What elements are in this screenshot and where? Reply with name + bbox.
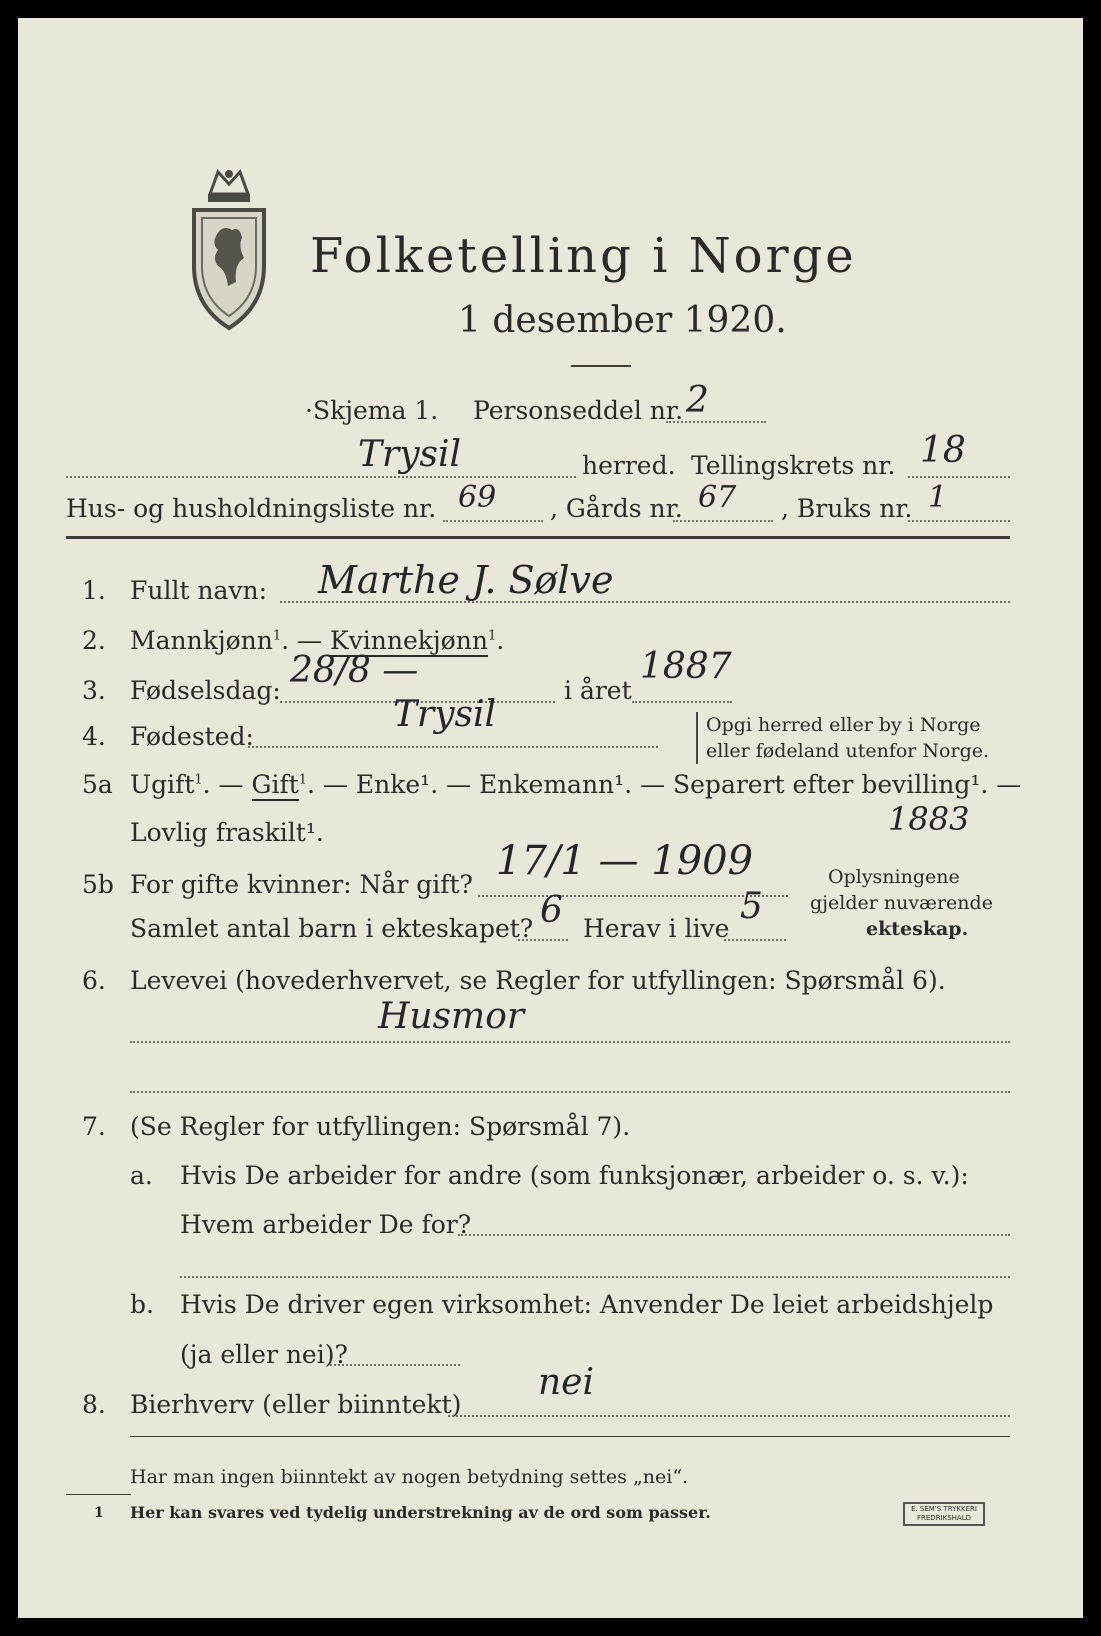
footnote-mark: 1 — [94, 1505, 104, 1521]
q1-line — [280, 601, 1010, 603]
q6-line-2 — [130, 1091, 1010, 1093]
q8-line — [448, 1415, 1010, 1417]
bruks-label: , Bruks nr. — [781, 494, 913, 523]
q5b-note-1: Oplysningene — [828, 866, 960, 888]
hus-value: 69 — [458, 480, 497, 515]
footnote-text: Her kan svares ved tydelig understrekning av de ord som passer. — [130, 1503, 711, 1522]
schema-label: ·Skjema 1. — [305, 396, 439, 425]
q5a-separator: . — — [202, 770, 252, 799]
q5b-alive-value: 5 — [740, 886, 763, 927]
tellingskrets-line — [908, 476, 1010, 478]
q7a-letter: a. — [130, 1161, 153, 1190]
q5a-options: Ugift$^1$. — Gift$^1$. — Enke¹. — Enkemann¹. — Separert efter bevilling¹. — — [130, 770, 1022, 799]
tellingskrets-value: 18 — [920, 430, 966, 471]
q5b-children-label: Samlet antal barn i ekteskapet? — [130, 914, 534, 943]
q4-note-2: eller fødeland utenfor Norge. — [696, 738, 989, 764]
q5a-other-options: . — Enke¹. — Enkemann¹. — Separert efter bevilling¹. — — [307, 770, 1022, 799]
q8-value: nei — [538, 1362, 595, 1403]
q7a-line-extra — [180, 1276, 1010, 1278]
herred-label: herred. — [582, 451, 676, 480]
bruks-line — [908, 520, 1010, 522]
printer-stamp-line1: E. SEM'S TRYKKERI — [911, 1505, 977, 1513]
header-divider — [66, 536, 1010, 539]
census-date: 1 desember 1920. — [458, 300, 787, 341]
q7b-line1: Hvis De driver egen virksomhet: Anvender De leiet arbeidshjelp — [180, 1290, 994, 1319]
footer-divider — [130, 1436, 1010, 1437]
q6-label: Levevei (hovederhvervet, se Regler for utfyllingen: Spørsmål 6). — [130, 966, 946, 995]
q7b-line — [330, 1364, 460, 1366]
q3-year-value: 1887 — [640, 646, 732, 687]
q3-birthday-value: 28/8 — — [290, 650, 419, 691]
q7-label: (Se Regler for utfyllingen: Spørsmål 7). — [130, 1112, 631, 1141]
q7b-letter: b. — [130, 1290, 154, 1319]
q7-number: 7. — [82, 1112, 106, 1141]
q5a-ugift: Ugift — [130, 770, 195, 799]
q5b-number: 5b — [82, 870, 114, 899]
q8-label: Bierhverv (eller biinntekt) — [130, 1390, 462, 1419]
tellingskrets-label: Tellingskrets nr. — [691, 451, 896, 480]
q5a-number: 5a — [82, 770, 113, 799]
footer-note: Har man ingen biinntekt av nogen betydning settes „nei“. — [130, 1466, 689, 1488]
q1-number: 1. — [82, 576, 106, 605]
title-divider — [571, 365, 631, 367]
q2-number: 2. — [82, 626, 106, 655]
q5b-married-date: 17/1 — 1909 — [496, 838, 754, 884]
census-form-sheet — [18, 18, 1083, 1618]
hus-line — [443, 520, 543, 522]
q7a-line1: Hvis De arbeider for andre (som funksjonær, arbeider o. s. v.): — [180, 1161, 969, 1190]
herred-value: Trysil — [358, 434, 462, 475]
q2-kvinnekjonn: Kvinnekjønn — [329, 626, 488, 655]
q7a-line — [458, 1234, 1010, 1236]
personseddel-line — [666, 421, 766, 423]
q3-year-label: i året — [564, 676, 632, 705]
q2-separator: . — — [281, 626, 330, 655]
q3-year-line — [632, 701, 732, 703]
norway-coat-of-arms-icon — [188, 166, 270, 336]
q5a-line2: Lovlig fraskilt¹. — [130, 818, 324, 847]
q5b-children-value: 6 — [540, 890, 563, 931]
q5b-note-3: ekteskap. — [866, 918, 969, 940]
q4-note-1: Opgi herred eller by i Norge — [696, 712, 980, 738]
q3-number: 3. — [82, 676, 106, 705]
q6-number: 6. — [82, 966, 106, 995]
q5b-label: For gifte kvinner: Når gift? — [130, 870, 473, 899]
q3-label: Fødselsdag: — [130, 676, 281, 705]
q7a-line2: Hvem arbeider De for? — [180, 1210, 472, 1239]
q5a-margin-note: 1883 — [888, 800, 970, 838]
q4-number: 4. — [82, 722, 106, 751]
printer-stamp-line2: FREDRIKSHALD — [916, 1514, 971, 1522]
gards-line — [673, 520, 773, 522]
q8-number: 8. — [82, 1390, 106, 1419]
q5b-note-2: gjelder nuværende — [810, 892, 993, 914]
q6-occupation-value: Husmor — [378, 996, 525, 1037]
bruks-value: 1 — [928, 480, 948, 515]
printer-stamp — [903, 1502, 985, 1526]
q5b-alive-line — [724, 939, 786, 941]
q1-label: Fullt navn: — [130, 576, 268, 605]
hus-label: Hus- og husholdningsliste nr. — [66, 494, 437, 523]
personseddel-value: 2 — [686, 380, 709, 421]
q5b-alive-label: Herav i live — [583, 914, 730, 943]
q7b-line2: (ja eller nei)? — [180, 1340, 348, 1369]
q6-line-1 — [130, 1041, 1010, 1043]
herred-line — [66, 476, 576, 478]
footnote-divider — [66, 1494, 131, 1495]
q1-full-name: Marthe J. Sølve — [318, 558, 614, 602]
form-title: Folketelling i Norge — [310, 228, 857, 284]
q5b-children-line — [518, 939, 568, 941]
q2-options: Mannkjønn$^1$. — Kvinnekjønn$^1$. — [130, 626, 505, 655]
q4-line — [248, 746, 658, 748]
gards-value: 67 — [698, 480, 737, 515]
q2-mannkjonn: Mannkjønn — [130, 626, 273, 655]
gards-label: , Gårds nr. — [550, 494, 683, 523]
personseddel-label: Personseddel nr. — [473, 396, 684, 425]
q4-label: Fødested: — [130, 722, 254, 751]
q4-birthplace-value: Trysil — [393, 694, 497, 735]
q5a-gift: Gift — [251, 770, 299, 799]
